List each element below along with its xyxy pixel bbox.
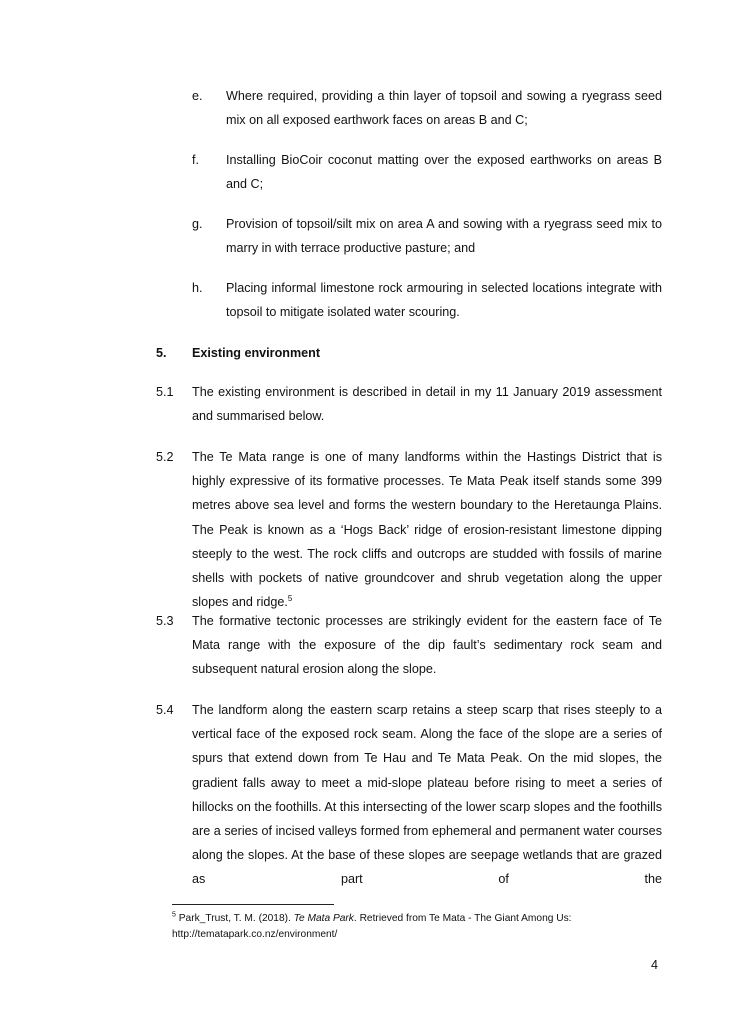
list-marker-e: e. [192,89,203,103]
list-item-e-text: Where required, providing a thin layer of topsoil and sowing a ryegrass seed mix on all exposed earthwork faces on areas B and C; [226,89,662,128]
paragraph-number-5-1: 5.1 [156,385,174,399]
footnote-title: Te Mata Park [293,913,354,924]
footnote-author: Park_Trust, T. M. (2018). [178,913,294,924]
list-marker-g: g. [192,217,203,231]
footnote-mark: 5 [172,911,176,919]
footnote [172,911,612,943]
paragraph-5-1-text: The existing environment is described in detail in my 11 January 2019 assessment and summarised below. [192,385,662,424]
list-item-g-text: Provision of topsoil/silt mix on area A and sowing with a ryegrass seed mix to marry in with terrace productive pasture; and [226,217,662,256]
footnote-separator [172,904,334,905]
footnote-retrieved: . Retrieved from Te Mata - The Giant Among Us: [353,913,572,924]
paragraph-number-5-4: 5.4 [156,703,174,717]
paragraph-5-4-text: The landform along the eastern scarp retains a steep scarp that rises steeply to a vertical face of the exposed rock seam. Along the face of the slope are a series of spurs that extend down from Te Hau and Te Mata Peak. On the mid slopes, the gradient falls away to meet a mid-slope plateau before rising to meet a series of hillocks on the foothills. At this intersecting of the lower scarp slopes and the foothills are a series of incised valleys formed from ephemeral and permanent water courses along the slopes. At the base of these slopes are seepage wetlands that are grazed as part of the [192,703,662,887]
list-marker-f: f. [192,153,199,167]
list-item-h-text: Placing informal limestone rock armouring in selected locations integrate with topsoil to mitigate isolated water scouring. [226,281,662,320]
footnote-url[interactable]: http://tematapark.co.nz/environment/ [172,929,338,940]
list-marker-h: h. [192,281,203,295]
list-item-f-text: Installing BioCoir coconut matting over the exposed earthworks on areas B and C; [226,153,662,192]
paragraph-number-5-3: 5.3 [156,614,174,628]
section-title: Existing environment [192,346,321,360]
page-number: 4 [651,958,659,972]
paragraph-5-2-text: The Te Mata range is one of many landforms within the Hastings District that is highly expressive of its formative processes. Te Mata Peak itself stands some 399 metres above sea level and forms the western boundary to the Heretaunga Plains. The Peak is known as a ‘Hogs Back’ ridge of erosion-resistant limestone dipping steeply to the west. The rock cliffs and outcrops are studded with fossils of marine shells with pockets of native groundcover and shrub vegetation along the upper slopes and ridge. [192,450,662,610]
footnote-reference: 5 [287,594,293,604]
section-number: 5. [156,346,167,360]
paragraph-number-5-2: 5.2 [156,450,174,464]
paragraph-5-3-text: The formative tectonic processes are strikingly evident for the eastern face of Te Mata range with the exposure of the dip fault’s sedimentary rock seam and subsequent natural erosion along the slope. [192,614,662,677]
paragraph-5-2 [192,445,662,614]
